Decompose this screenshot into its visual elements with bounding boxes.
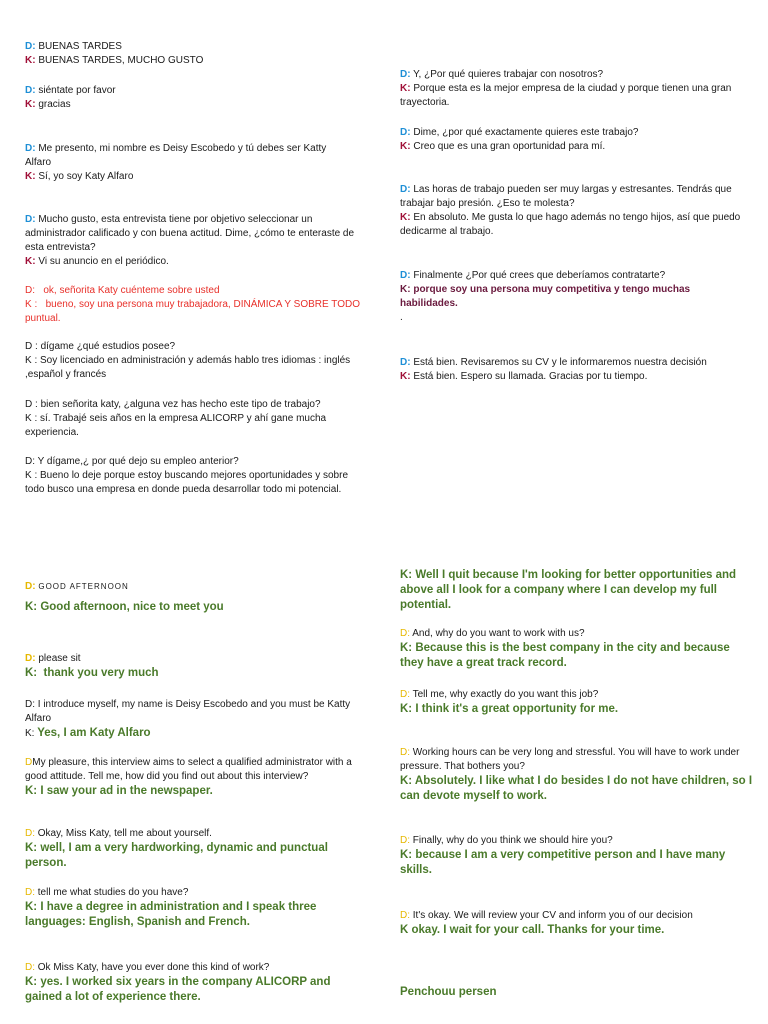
- en-exchange-8: K: Well I quit because I'm looking for better opportunities and above all I look for a company where I can develop my full potential.: [400, 569, 737, 611]
- en-exchange-4: DMy pleasure, this interview aims to select a qualified administrator with a good attitude. Tell me, how did you find out about this interview? K: I saw your ad in the newspaper.: [25, 757, 352, 797]
- es-exchange-12: D: Finalmente ¿Por qué crees que deberíamos contratarte? K: porque soy una persona muy competitiva y tengo muchas habilidades. .: [400, 270, 691, 323]
- es-exchange-8: D: Y dígame,¿ por qué dejo su empleo anterior? K : Bueno lo deje porque estoy buscando mejores oportunidades y sobre todo busco una empresa en donde pueda desarrollar todo mi potencial.: [25, 456, 348, 495]
- en-exchange-11: D: Working hours can be very long and stressful. You will have to work under pressure. That bothers you? K: Absolutely. I like what I do besides I do not have children, so I can devote myself to work.: [400, 747, 753, 802]
- es-exchange-6: D : dígame ¿qué estudios posee? K : Soy licenciado en administración y además hablo tres idiomas : inglés ,español y francés: [25, 341, 351, 380]
- en-exchange-3: D: I introduce myself, my name is Deisy Escobedo and you must be Katty Alfaro K: Yes, I am Katy Alfaro: [25, 699, 351, 739]
- en-exchange-2: D: please sit K: thank you very much: [25, 653, 159, 679]
- en-exchange-7: D: Ok Miss Katy, have you ever done this kind of work? K: yes. I worked six years in the company ALICORP and gained a lot of experience there.: [25, 962, 331, 1003]
- es-exchange-2: D: siéntate por favor K: gracias: [25, 85, 116, 110]
- es-exchange-10: D: Dime, ¿por qué exactamente quieres este trabajo? K: Creo que es una gran oportunidad para mí.: [400, 127, 639, 152]
- es-exchange-13: D: Está bien. Revisaremos su CV y le informaremos nuestra decisión K: Está bien. Espero su llamada. Gracias por tu tiempo.: [400, 357, 707, 382]
- en-exchange-10: D: Tell me, why exactly do you want this job? K: I think it's a great opportunity for me.: [400, 689, 619, 715]
- footer-signature: Penchouu persen: [400, 986, 497, 998]
- es-exchange-9: D: Y, ¿Por qué quieres trabajar con nosotros? K: Porque esta es la mejor empresa de la ciudad y porque tienen una gran trayectoria.: [400, 69, 732, 108]
- en-exchange-5: D: Okay, Miss Katy, tell me about yourself. K: well, I am a very hardworking, dynamic and punctual person.: [25, 828, 328, 869]
- en-exchange-6: D: tell me what studies do you have? K: I have a degree in administration and I speak three languages: English, Spanish and French.: [25, 887, 317, 928]
- en-exchange-13: D: It's okay. We will review your CV and inform you of our decision K okay. I wait for your call. Thanks for your time.: [400, 910, 693, 936]
- es-exchange-4: D: Mucho gusto, esta entrevista tiene por objetivo seleccionar un administrador calificado y con buena actitud. Dime, ¿cómo te enteraste de esta entrevista? K: Vi su anuncio en el periódico.: [25, 214, 355, 267]
- es-exchange-5: D: ok, señorita Katy cuénteme sobre usted K : bueno, soy una persona muy trabajadora, DINÁMICA Y SOBRE TODO puntual.: [25, 285, 360, 324]
- en-exchange-9: D: And, why do you want to work with us? K: Because this is the best company in the city and because they have a great track record.: [400, 628, 730, 669]
- es-exchange-11: D: Las horas de trabajo pueden ser muy largas y estresantes. Tendrás que trabajar bajo presión. ¿Eso te molesta? K: En absoluto. Me gusta lo que hago además no tengo hijos, así que puedo dedicarme al trabajo.: [400, 184, 741, 237]
- es-exchange-3: D: Me presento, mi nombre es Deisy Escobedo y tú debes ser Katty Alfaro K: Sí, yo soy Katy Alfaro: [25, 143, 327, 182]
- es-exchange-1: D: BUENAS TARDES K: BUENAS TARDES, MUCHO GUSTO: [25, 41, 204, 66]
- en-exchange-12: D: Finally, why do you think we should hire you? K: because I am a very competitive person and I have many skills.: [400, 835, 726, 876]
- en-exchange-1: D: GOOD AFTERNOON K: Good afternoon, nice to meet you: [25, 581, 224, 613]
- es-exchange-7: D : bien señorita katy, ¿alguna vez has hecho este tipo de trabajo? K : sí. Trabajé seis años en la empresa ALICORP y ahí gane mucha experiencia.: [25, 399, 327, 438]
